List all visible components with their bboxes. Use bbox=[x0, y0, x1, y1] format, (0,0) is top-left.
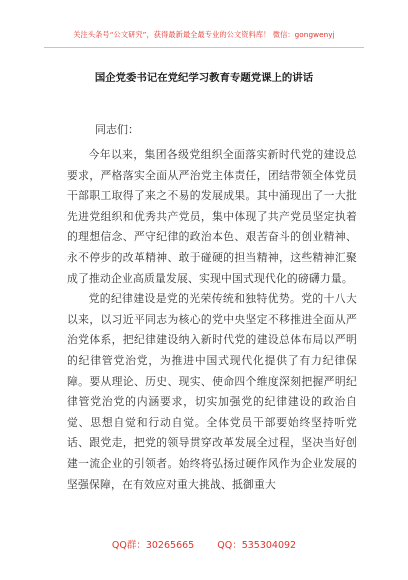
paragraph-2: 党的纪律建设是党的光荣传统和独特优势。党的十八大以来，以习近平同志为核心的党中央坚定不移推进全面从严治党体系，把纪律建设纳入新时代党的建设总体布局以严明的纪律管党治党，为推进中国式现代化提供了有力纪律保障。要从理论、历史、现实、使命四个维度深刻把握严明纪律管党治党的内涵要求，切实加强党的纪律建设的政治自觉、思想自觉和行动自觉。全体党员干部要始终坚持听党话、跟党走，把党的领导贯穿改革发展全过程，坚决当好创建一流企业的引领者。始终将弘扬过硬作风作为企业发展的坚强保障，在有效应对重大挑战、抵御重大 bbox=[67, 292, 357, 491]
header-banner: 关注头条号“公文研究”，获得最新最全最专业的公文资料库！ 微信：gongwenyj bbox=[73, 30, 335, 39]
footer-qq: QQ：535304092 bbox=[217, 540, 297, 551]
document-body bbox=[67, 145, 357, 495]
salutation: 同志们： bbox=[95, 123, 139, 136]
header-divider bbox=[44, 47, 364, 48]
footer-qq-group: QQ群：30265665 bbox=[111, 540, 195, 551]
footer-contact bbox=[0, 537, 408, 551]
paragraph-1: 今年以来，集团各级党组织全面落实新时代党的建设总要求，严格落实全面从严治党主体责任，团结带领全体党员干部职工取得了来之不易的发展成果。其中涌现出了一大批先进党组织和优秀共产党员，集中体现了共产党员坚定执着的理想信念、严守纪律的政治本色、艰苦奋斗的创业精神、永不停步的改革精神、敢于碰硬的担当精神，这些精神汇聚成了推动企业高质量发展、实现中国式现代化的磅礴力量。 bbox=[67, 148, 357, 285]
document-title: 国企党委书记在党纪学习教育专题党课上的讲话 bbox=[94, 72, 314, 84]
